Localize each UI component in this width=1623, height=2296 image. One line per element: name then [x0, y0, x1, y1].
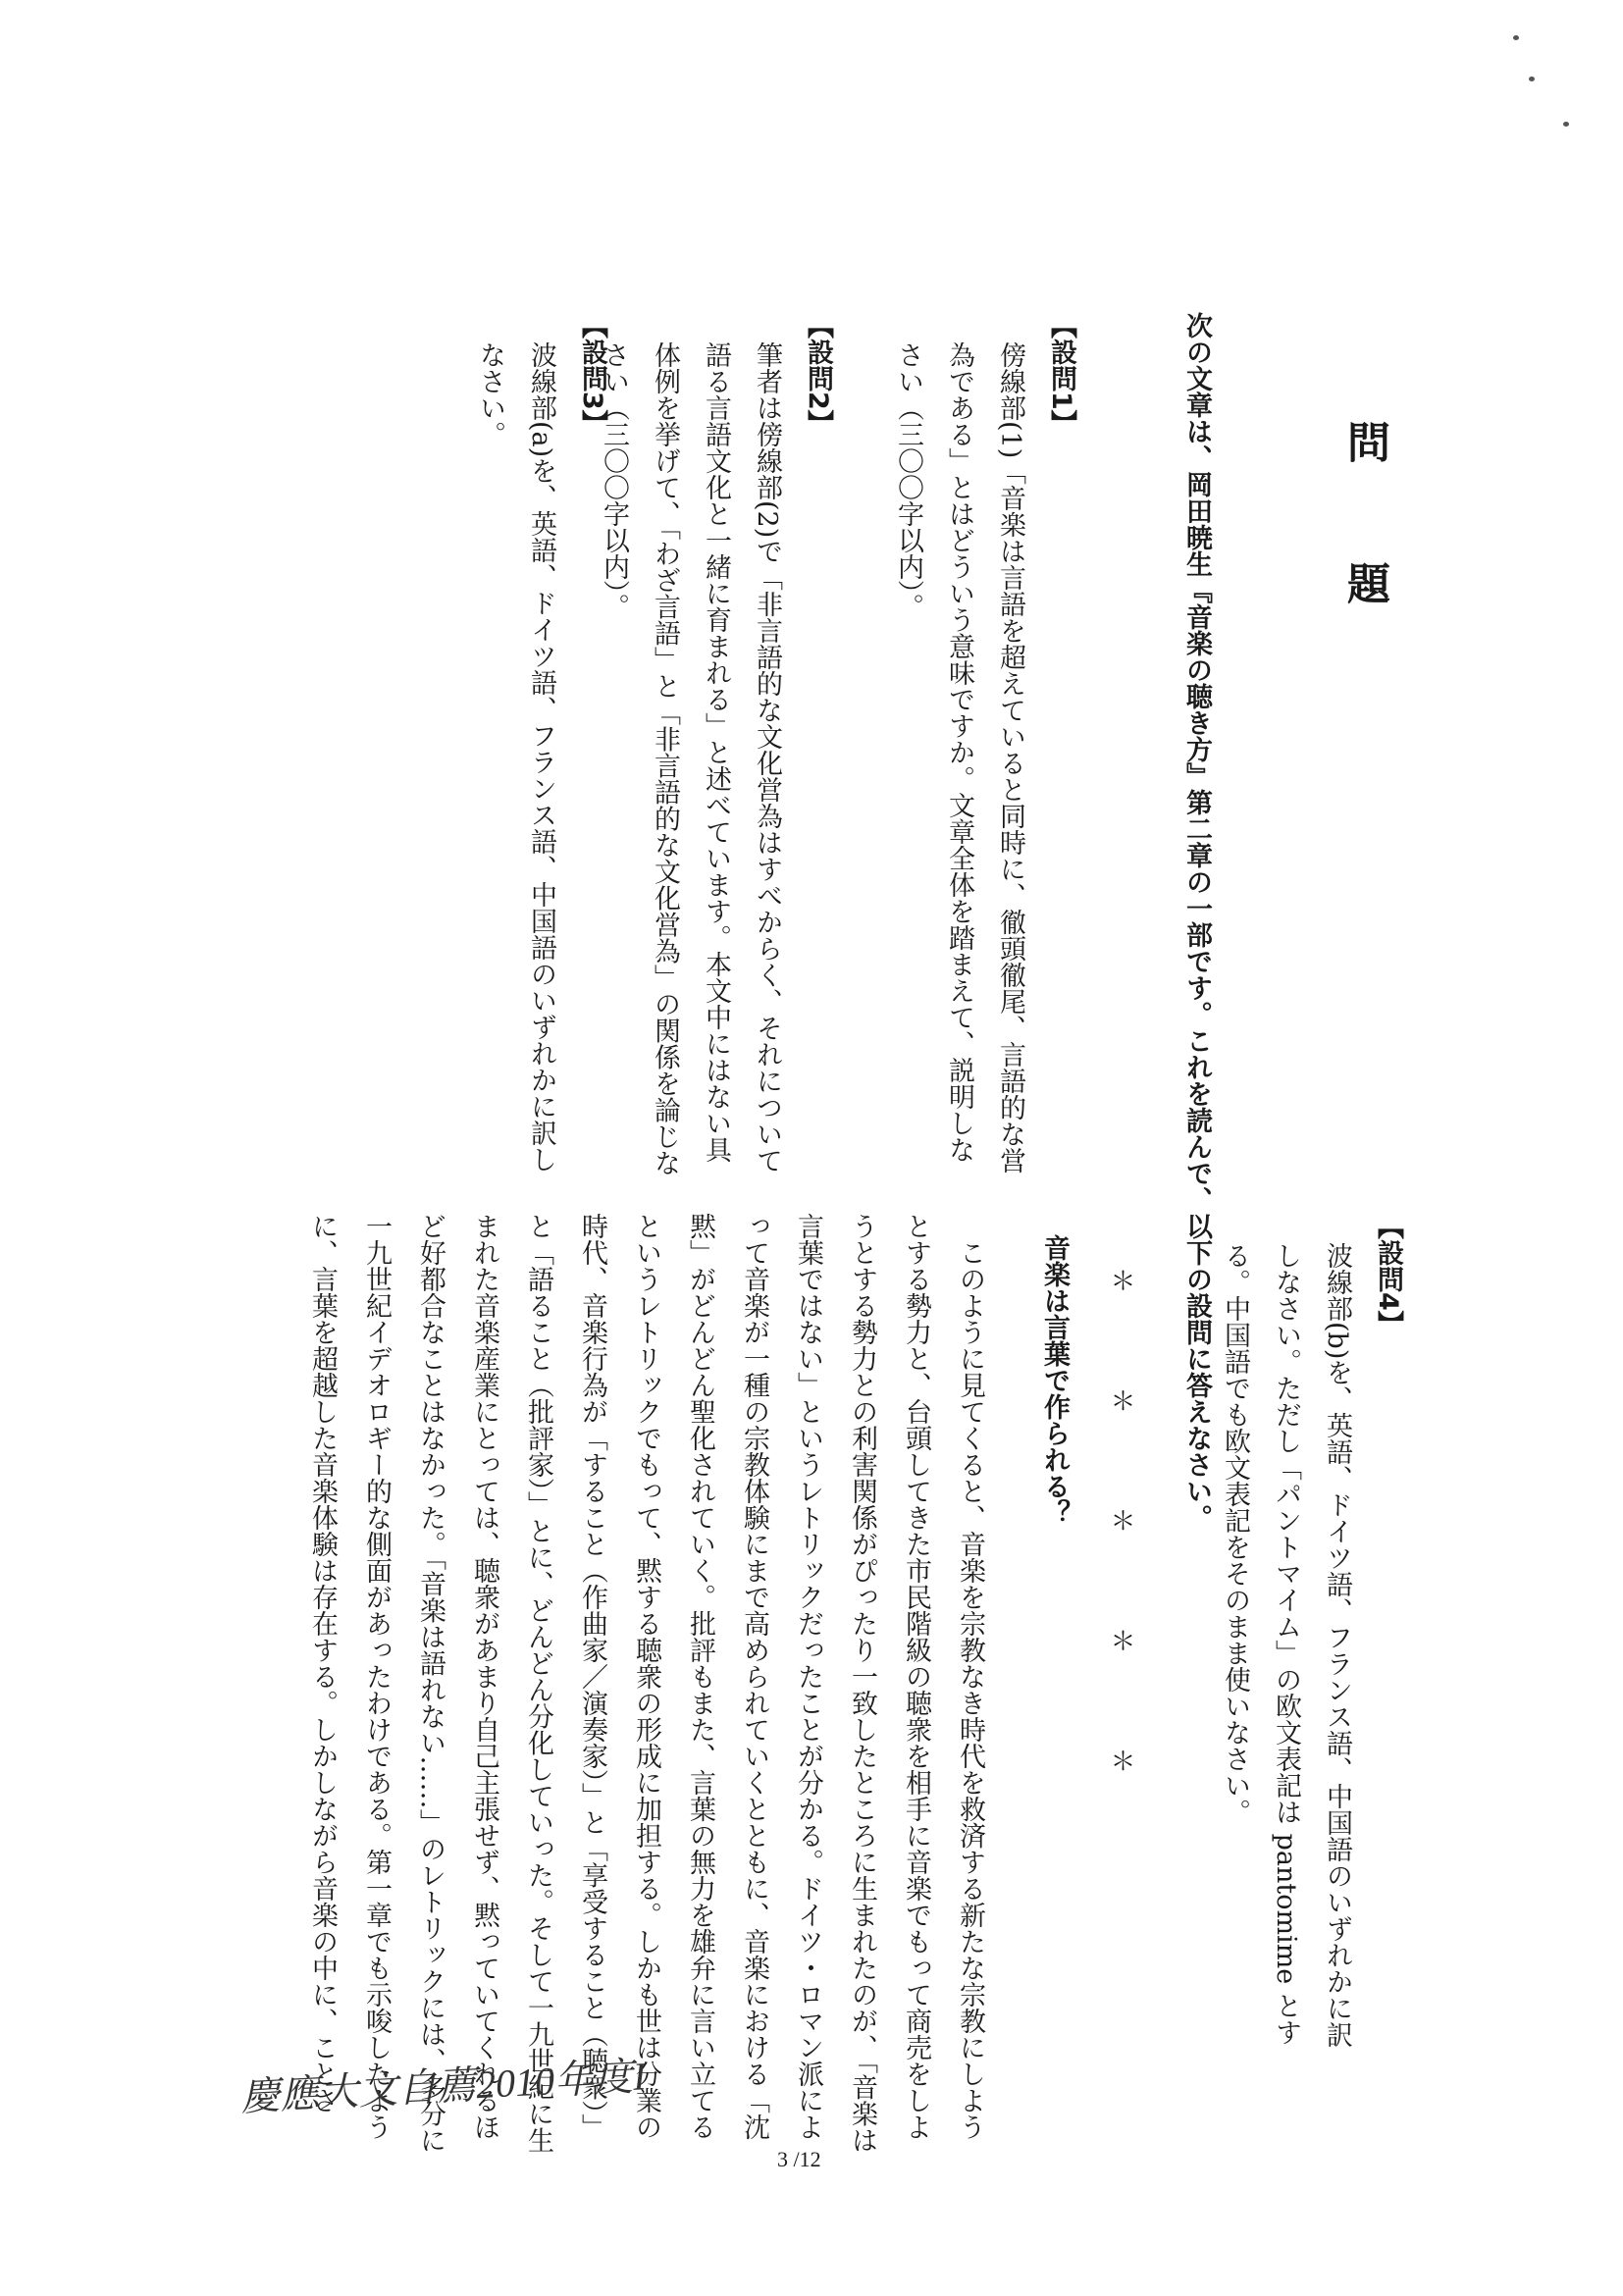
section-separator: ＊ ＊ ＊ ＊ ＊: [1106, 1268, 1135, 1817]
question-4-label: 【設問4】: [1373, 1213, 1403, 1337]
question-2-label: 【設問2】: [803, 312, 833, 437]
question-4: [1209, 1213, 1413, 2076]
question-1-label: 【設問1】: [1046, 312, 1076, 437]
question-3-text: 波線部(a)を、英語、ドイツ語、フランス語、中国語のいずれかに訳しなさい。: [475, 341, 556, 1174]
question-2-text: 筆者は傍線部(2)で「非言語的な文化営為はすべからく、それについて語る言語文化と一緒に育まれる」と述べています。本文中にはない具体例を挙げて、「わざ言語」と「非言語的な文化営為」の関係を論じなさい（三〇〇字以内）。: [599, 341, 782, 1176]
scan-speck: [1563, 122, 1569, 127]
instructions: 次の文章は、岡田暁生『音楽の聴き方』第二章の一部です。これを読んで、以下の設問に答えなさい。: [1181, 312, 1212, 1531]
page-title: 問題: [1339, 420, 1389, 703]
question-3: [464, 312, 617, 1195]
scan-speck: [1529, 77, 1535, 81]
section-heading: 音楽は言葉で作られる？: [1039, 1234, 1070, 1526]
scan-speck: [1513, 35, 1519, 40]
body-paragraph: このように見てくると、音楽を宗教なき時代を救済する新たな宗教にしようとする勢力と、台頭してきた市民階級の聴衆を相手に音楽でもって商売をしようとする勢力との利害関係がぴったり一致したところに生まれたのが、「音楽は言葉ではない」というレトリックだったことが分かる。ドイツ・ロマン派によって音楽が一種の宗教体験にまで高められていくとともに、音楽における「沈黙」がどんどん聖化されていく。批評もまた、言葉の無力を雄弁に言い立てるというレトリックでもって、黙する聴衆の形成に加担する。しかも世は分業の時代、音楽行為が「すること（作曲家／演奏家）」と「享受すること（聴衆）」と「語ること（批評家）」とに、どんどん分化していった。そして一九世紀に生まれた音楽産業にとっては、聴衆があまり自己主張せず、黙っていてくれるほど好都合なことはなかった。「音楽は語れない……」のレトリックには、多分に一九世紀イデオロギー的な側面があったわけである。第一章でも示唆したように、言葉を超越した音楽体験は存在する。しかしながら音楽の中に、ことさ: [307, 1213, 985, 2154]
question-2: [588, 312, 843, 1195]
question-3-label: 【設問3】: [577, 312, 607, 437]
question-4-text: 波線部(b)を、英語、ドイツ語、フランス語、中国語のいずれかに訳しなさい。ただし「パントマイム」の欧文表記は pantomime とする。中国語でも欧文表記をそのまま使いなさい。: [1220, 1242, 1352, 2049]
question-1: [882, 312, 1086, 1195]
question-1-text: 傍線部(1)「音楽は言語を超えていると同時に、徹頭徹尾、言語的な営為である」とはどういう意味ですか。文章全体を踏まえて、説明しなさい（三〇〇字以内）。: [893, 341, 1025, 1174]
page-number: 3 /12: [777, 2147, 821, 2171]
handwritten-note: 慶應大文自薦2010年度I: [239, 2054, 648, 2119]
body-text: [295, 1213, 997, 2155]
